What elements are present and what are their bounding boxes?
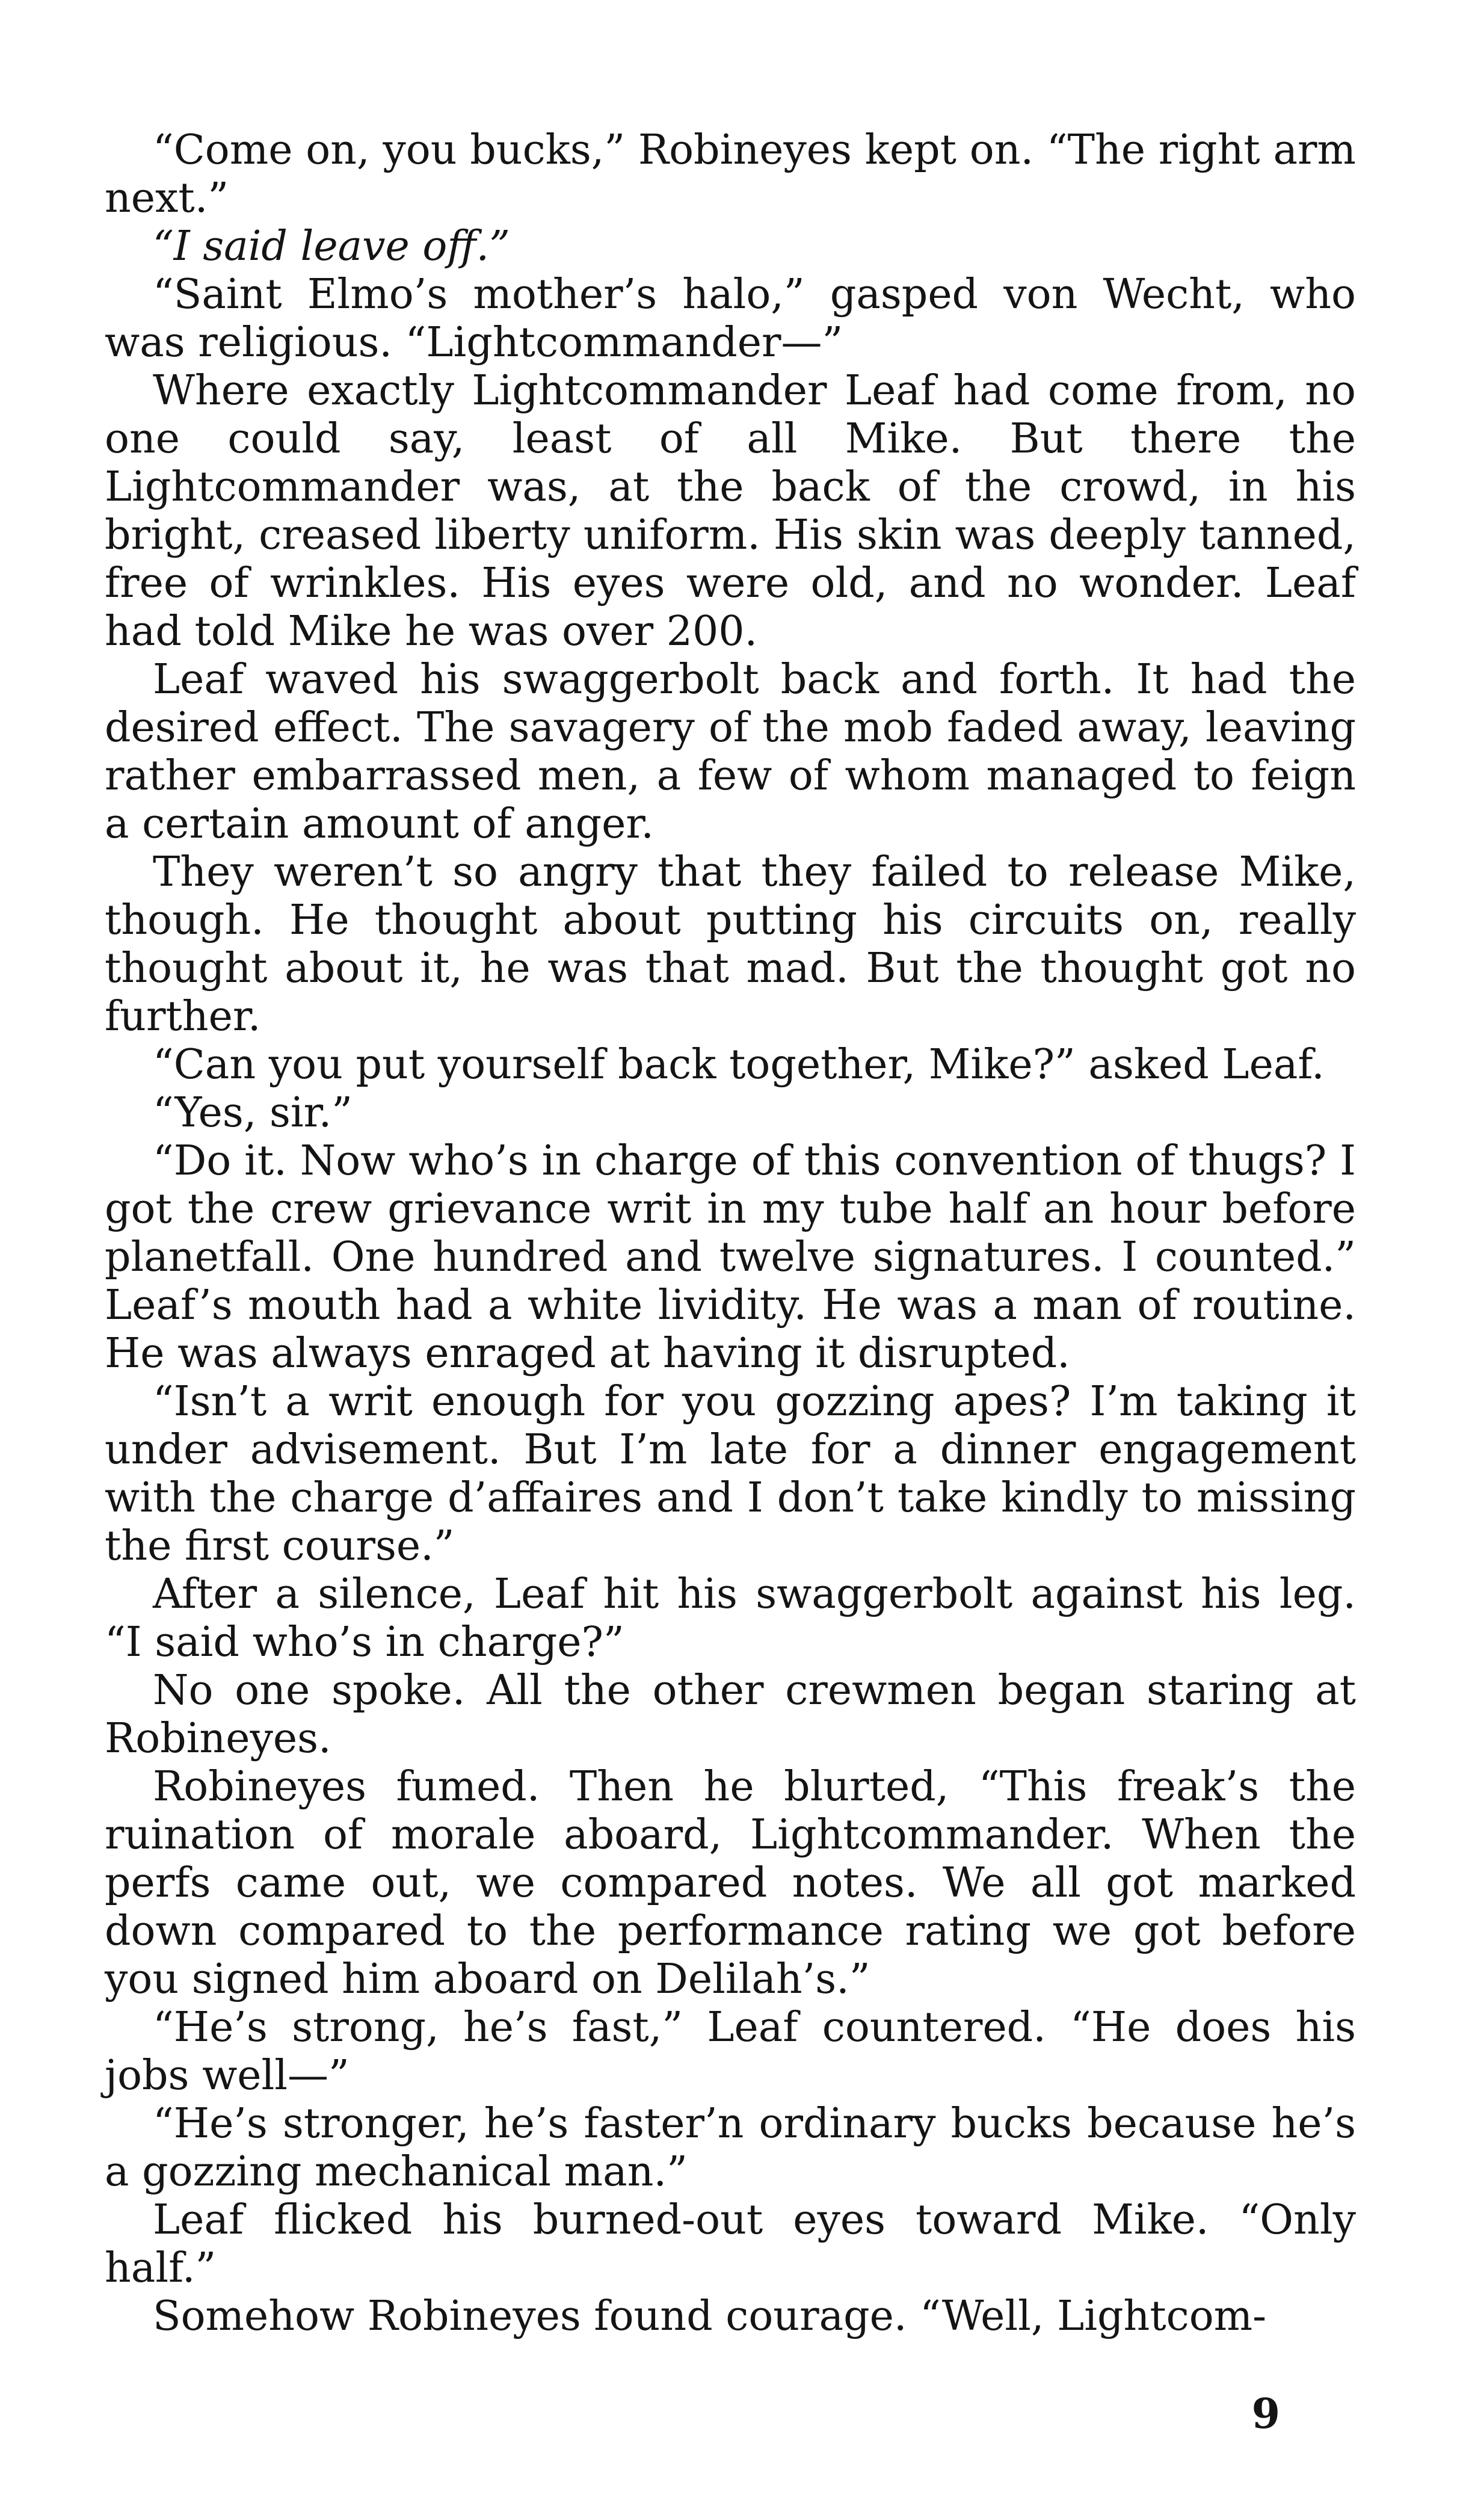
paragraph: After a silence, Leaf hit his swaggerbolt against his leg. “I said who’s in charge?”: [105, 1570, 1356, 1666]
paragraph: Leaf waved his swaggerbolt back and forth. It had the desired effect. The savagery of the mob faded away, leaving rather embarrassed men, a few of whom managed to feign a certain amount of anger.: [105, 656, 1356, 848]
paragraph: They weren’t so angry that they failed to release Mike, though. He thought about putting his circuits on, really thought about it, he was that mad. But the thought got no further.: [105, 848, 1356, 1040]
paragraph: “Yes, sir.”: [153, 1089, 353, 1137]
paragraph: “Isn’t a writ enough for you gozzing apes? I’m taking it under advisement. But I’m late for a dinner engagement with the charge d’affaires and I don’t take kindly to missing the first course.”: [105, 1378, 1356, 1570]
paragraph: “Come on, you bucks,” Robineyes kept on. “The right arm next.”: [105, 126, 1356, 222]
paragraph: No one spoke. All the other crewmen began staring at Robineyes.: [105, 1667, 1356, 1762]
paragraph: Leaf flicked his burned-out eyes toward Mike. “Only half.”: [105, 2196, 1356, 2292]
body-text: [105, 126, 1356, 2341]
paragraph: “Saint Elmo’s mother’s halo,” gasped von Wecht, who was religious. “Lightcommander—”: [105, 271, 1356, 366]
paragraph: Robineyes fumed. Then he blurted, “This freak’s the ruination of morale aboard, Lightcommander. When the perfs came out, we compared notes. We all got marked down compared to the performance rating we got before you signed him aboard on Delilah’s.”: [105, 1763, 1356, 2003]
page-number: 9: [1251, 2390, 1280, 2438]
paragraph: Where exactly Lightcommander Leaf had come from, no one could say, least of all Mike. But there the Lightcommander was, at the back of the crowd, in his bright, creased liberty uniform. His skin was deeply tanned, free of wrinkles. His eyes were old, and no wonder. Leaf had told Mike he was over 200.: [105, 367, 1356, 655]
paragraph: Somehow Robineyes found courage. “Well, Lightcom-: [153, 2293, 1267, 2340]
paragraph: “Can you put yourself back together, Mike?” asked Leaf.: [153, 1041, 1325, 1089]
paragraph: “He’s strong, he’s fast,” Leaf countered. “He does his jobs well—”: [105, 2004, 1356, 2099]
paragraph: “Do it. Now who’s in charge of this convention of thugs? I got the crew grievance writ in my tube half an hour before planetfall. One hundred and twelve signatures. I counted.” Leaf’s mouth had a white lividity. He was a man of routine. He was always enraged at having it disrupted.: [105, 1137, 1356, 1377]
paragraph: “I said leave off.”: [153, 223, 510, 270]
paragraph: “He’s stronger, he’s faster’n ordinary bucks because he’s a gozzing mechanical man.”: [105, 2100, 1356, 2196]
